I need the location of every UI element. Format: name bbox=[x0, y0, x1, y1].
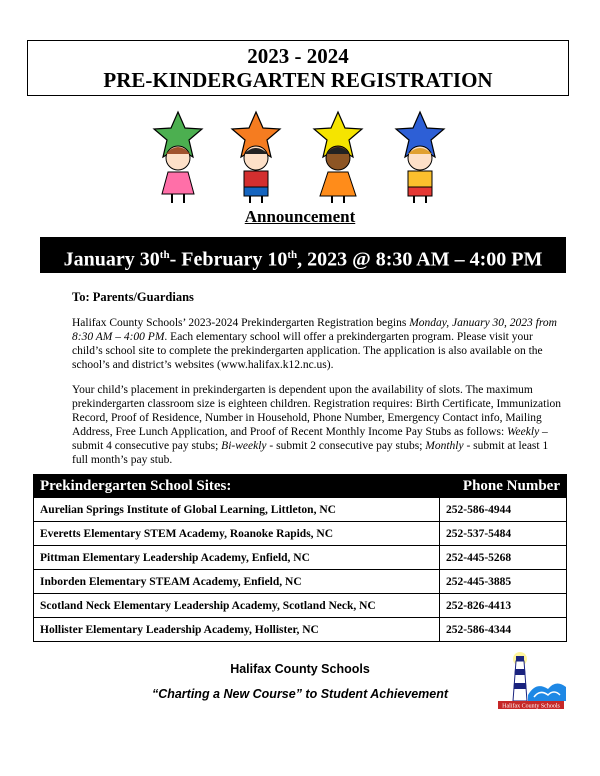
site-name: Hollister Elementary Leadership Academy, Hollister, NC bbox=[34, 618, 440, 642]
footer-district-name: Halifax County Schools bbox=[230, 662, 370, 676]
site-name: Scotland Neck Elementary Leadership Academy, Scotland Neck, NC bbox=[34, 594, 440, 618]
site-name: Pittman Elementary Leadership Academy, Enfield, NC bbox=[34, 546, 440, 570]
date-start-suffix: th bbox=[159, 249, 170, 261]
intro-paragraph: Halifax County Schools’ 2023-2024 Prekindergarten Registration begins Monday, January 30, 2023 from 8:30 AM – 4:00 PM. Each elementary school will offer a prekindergarten program. Please visit your child’s school site to complete the prekindergarten application. The application is also available on the school’s and district’s websites (www.halifax.k12.nc.us). bbox=[72, 317, 557, 371]
title-main: PRE-KINDERGARTEN REGISTRATION bbox=[103, 68, 493, 92]
lighthouse-logo-icon bbox=[490, 651, 568, 715]
salutation: To: Parents/Guardians bbox=[72, 290, 194, 304]
kid-green-star-icon bbox=[154, 112, 202, 203]
date-end-suffix: th bbox=[287, 249, 298, 261]
date-rest: , 2023 @ 8:30 AM – 4:00 PM bbox=[297, 248, 543, 271]
phone-number: 252-537-5484 bbox=[440, 522, 567, 546]
phone-number: 252-586-4944 bbox=[440, 498, 567, 522]
kid-orange-star-icon bbox=[232, 112, 280, 203]
phone-column-header: Phone Number bbox=[440, 475, 567, 498]
table-row bbox=[34, 618, 567, 642]
title-year: 2023 - 2024 bbox=[247, 44, 349, 68]
phone-number: 252-826-4413 bbox=[440, 594, 567, 618]
children-with-stars-illustration bbox=[138, 108, 458, 204]
footer-tagline: “Charting a New Course” to Student Achievement bbox=[151, 687, 449, 701]
site-name: Aurelian Springs Institute of Global Learning, Littleton, NC bbox=[34, 498, 440, 522]
intro-date-italic: Monday, January 30, 2023 from 8:30 AM – 4:00 PM bbox=[72, 317, 557, 343]
table-row bbox=[34, 498, 567, 522]
announcement-heading: Announcement bbox=[244, 207, 356, 226]
requirements-paragraph: Your child’s placement in prekindergarten is dependent upon the availability of slots. The maximum prekindergarten classroom size is eighteen children. Registration requires: Birth Certificate, Immunization Record, Proof of Residence, Number in Household, Phone Number, Emergency Contact info, Mailing Address, Free Lunch Application, and Proof of Recent Monthly Income Pay Stubs as follows: Weekly – submit 4 consecutive pay stubs; Bi-weekly - submit 2 consecutive pay stubs; Monthly - submit at least 1 full month’s pay stub. bbox=[72, 384, 562, 466]
school-sites-table bbox=[33, 474, 567, 642]
phone-number: 252-445-3885 bbox=[440, 570, 567, 594]
kid-yellow-star-icon bbox=[314, 112, 362, 203]
phone-number: 252-445-5268 bbox=[440, 546, 567, 570]
table-row bbox=[34, 546, 567, 570]
site-name: Inborden Elementary STEAM Academy, Enfield, NC bbox=[34, 570, 440, 594]
kid-blue-star-icon bbox=[396, 112, 444, 203]
site-name: Everetts Elementary STEM Academy, Roanoke Rapids, NC bbox=[34, 522, 440, 546]
registration-dates-banner bbox=[40, 237, 566, 273]
site-column-header: Prekindergarten School Sites: bbox=[34, 475, 440, 498]
phone-number: 252-586-4344 bbox=[440, 618, 567, 642]
svg-text:Halifax County Schools: Halifax County Schools bbox=[502, 703, 560, 710]
table-row bbox=[34, 594, 567, 618]
date-start: January 30 bbox=[63, 248, 160, 271]
date-middle: - February 10 bbox=[169, 248, 288, 271]
table-row bbox=[34, 522, 567, 546]
title-box bbox=[27, 40, 569, 96]
table-row bbox=[34, 570, 567, 594]
